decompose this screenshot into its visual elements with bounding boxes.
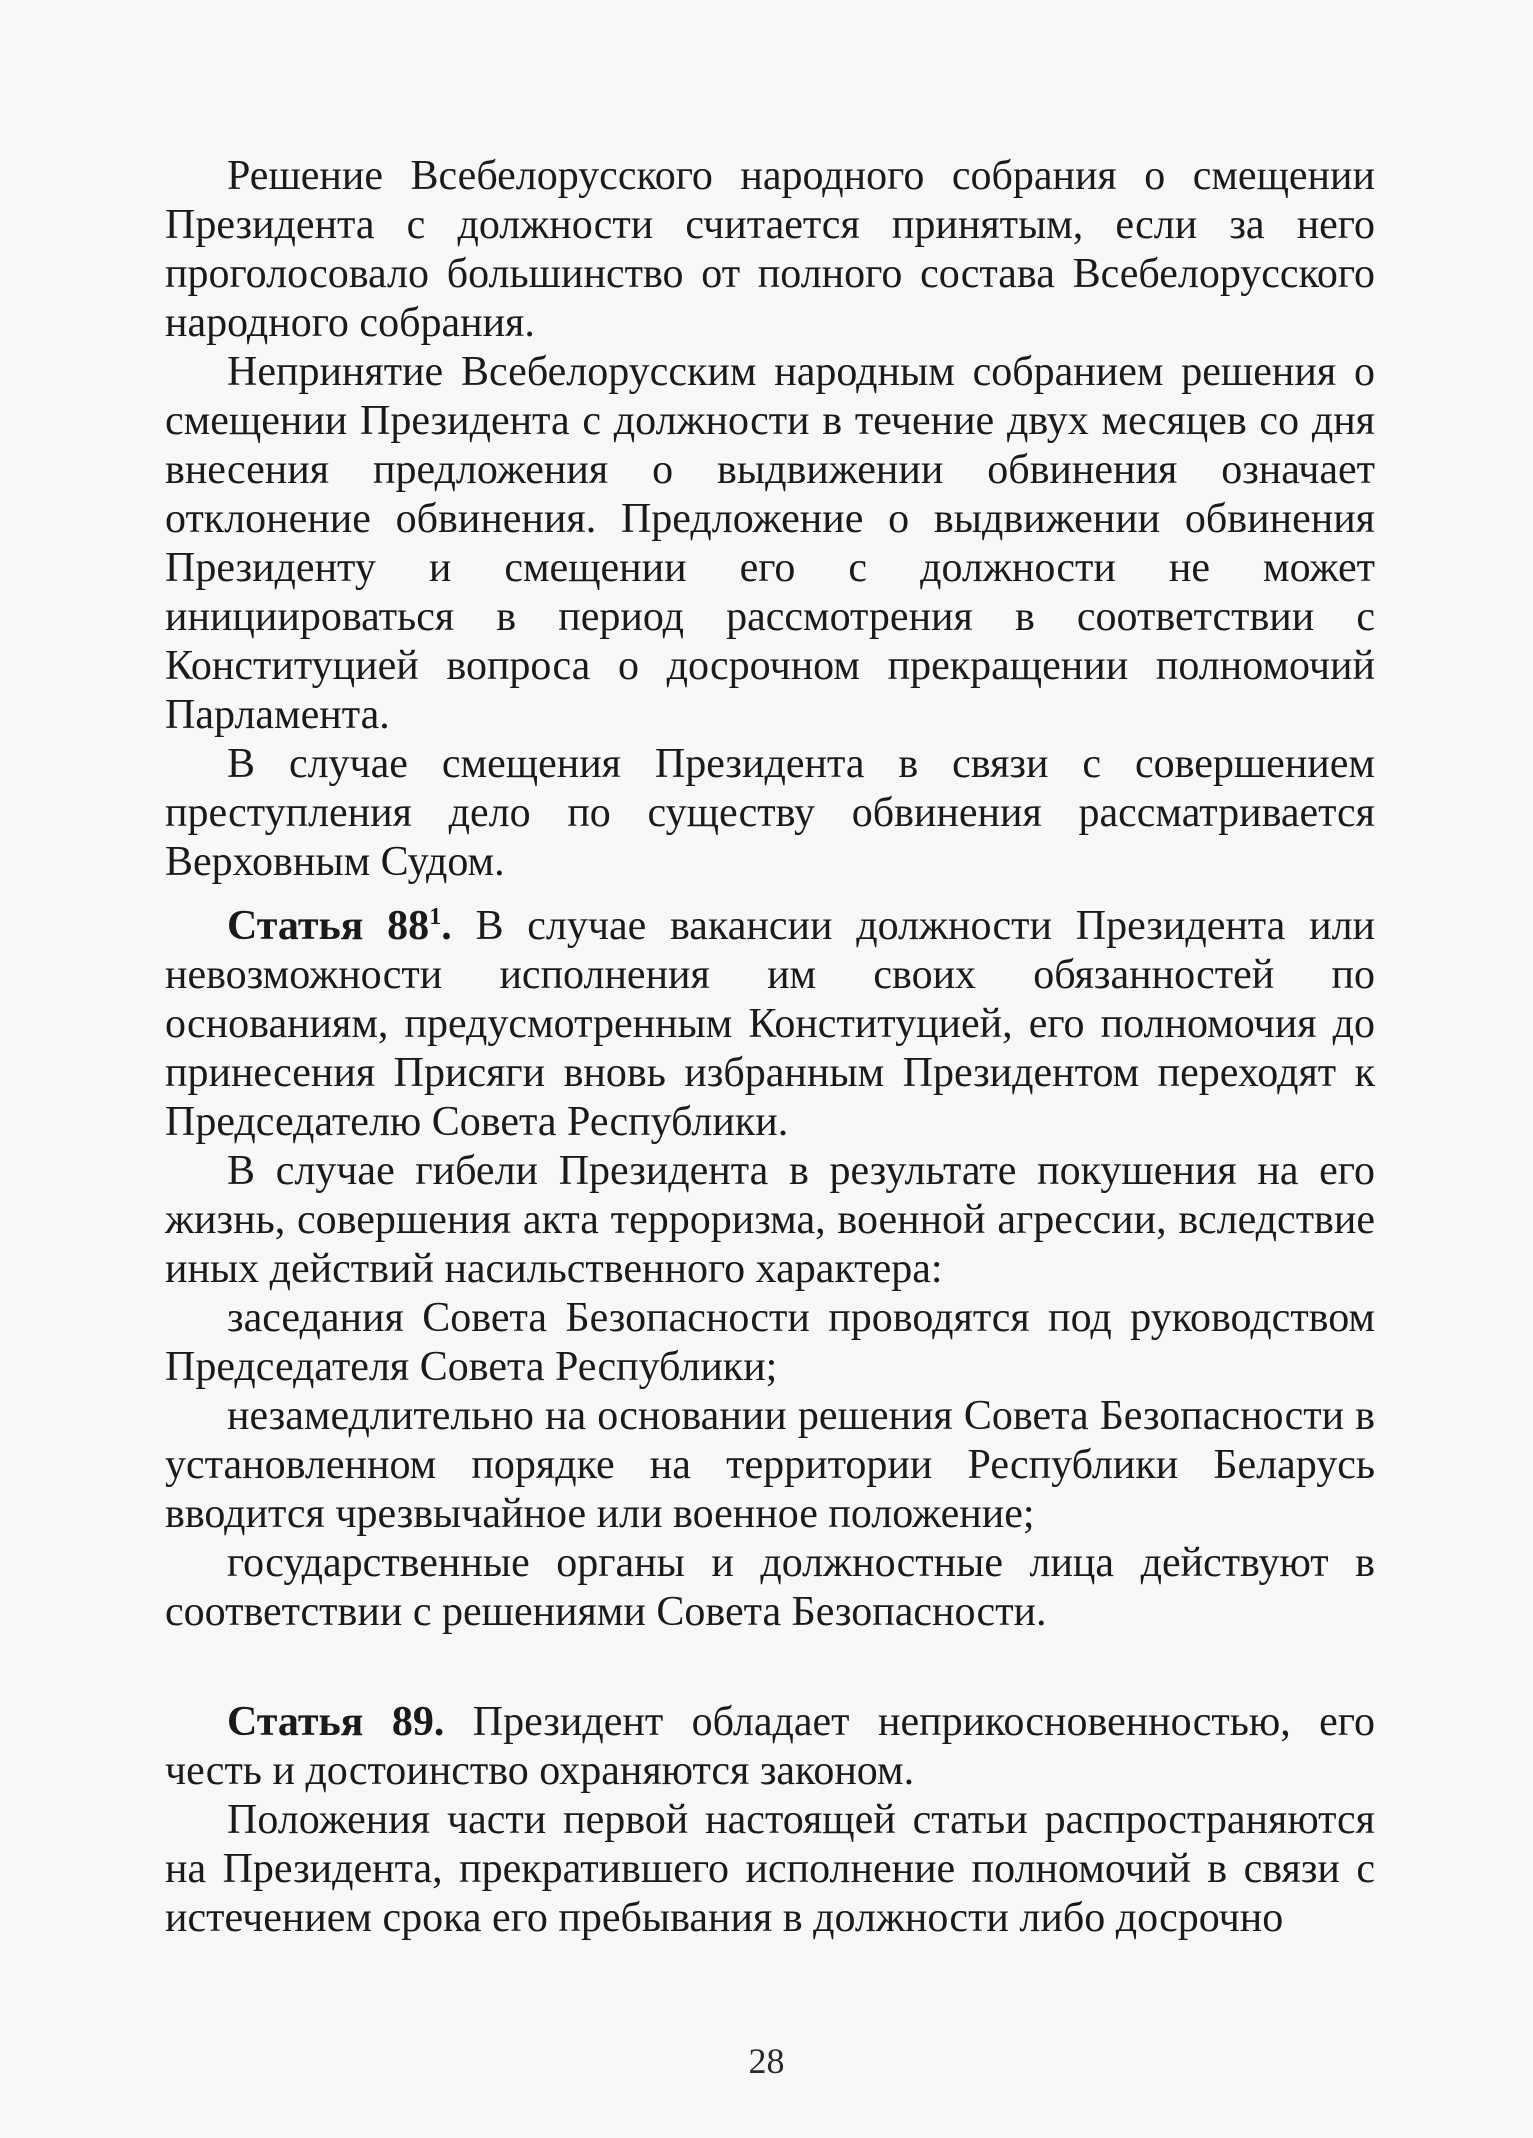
- article-88-1-heading: Статья $88^1$.: [227, 903, 452, 949]
- article-89-heading: Статья 89.: [227, 1699, 445, 1745]
- article-87-continuation: [165, 152, 1375, 887]
- paragraph: незамедлительно на основании решения Совета Безопасности в установленном порядке на территории Республики Беларусь вводится чрезвычайное или военное положение;: [165, 1393, 1375, 1537]
- paragraph: В случае смещения Президента в связи с совершением преступления дело по существу обвинения рассматривается Верховным Судом.: [165, 741, 1375, 885]
- article-89: [165, 1698, 1375, 1943]
- paragraph: Непринятие Всебелорусским народным собранием решения о смещении Президента с должности в течение двух месяцев со дня внесения предложения о выдвижении обвинения означает отклонение обвинения. Предложение о выдвижении обвинения Президенту и смещении его с должности не может инициироваться в период рассмотрения в соответствии с Конституцией вопроса о досрочном прекращении полномочий Парламента.: [165, 349, 1375, 738]
- page-number: 28: [748, 2041, 785, 2081]
- paragraph: В случае гибели Президента в результате покушения на его жизнь, совершения акта терроризма, военной агрессии, вследствие иных действий насильственного характера:: [165, 1148, 1375, 1292]
- paragraph: заседания Совета Безопасности проводятся под руководством Председателя Совета Республики;: [165, 1295, 1375, 1390]
- article-89-first-paragraph: Статья 89. Президент обладает неприкосновенностью, его честь и достоинство охраняются законом.: [165, 1699, 1375, 1794]
- paragraph: Решение Всебелорусского народного собрания о смещении Президента с должности считается принятым, если за него проголосовало большинство от полного состава Всебелорусского народного собрания.: [165, 153, 1375, 346]
- paragraph: Положения части первой настоящей статьи распространяются на Президента, прекратившего исполнение полномочий в связи с истечением срока его пребывания в должности либо досрочно: [165, 1797, 1375, 1941]
- article-88-1-first-paragraph: Статья $88^1$. В случае вакансии должности Президента или невозможности исполнения им своих обязанностей по основаниям, предусмотренным Конституцией, его полномочия до принесения Присяги вновь избранным Президентом переходят к Председателю Совета Республики.: [165, 903, 1376, 1145]
- paragraph: государственные органы и должностные лица действуют в соответствии с решениями Совета Безопасности.: [165, 1540, 1375, 1635]
- article-88-1: [165, 902, 1375, 1637]
